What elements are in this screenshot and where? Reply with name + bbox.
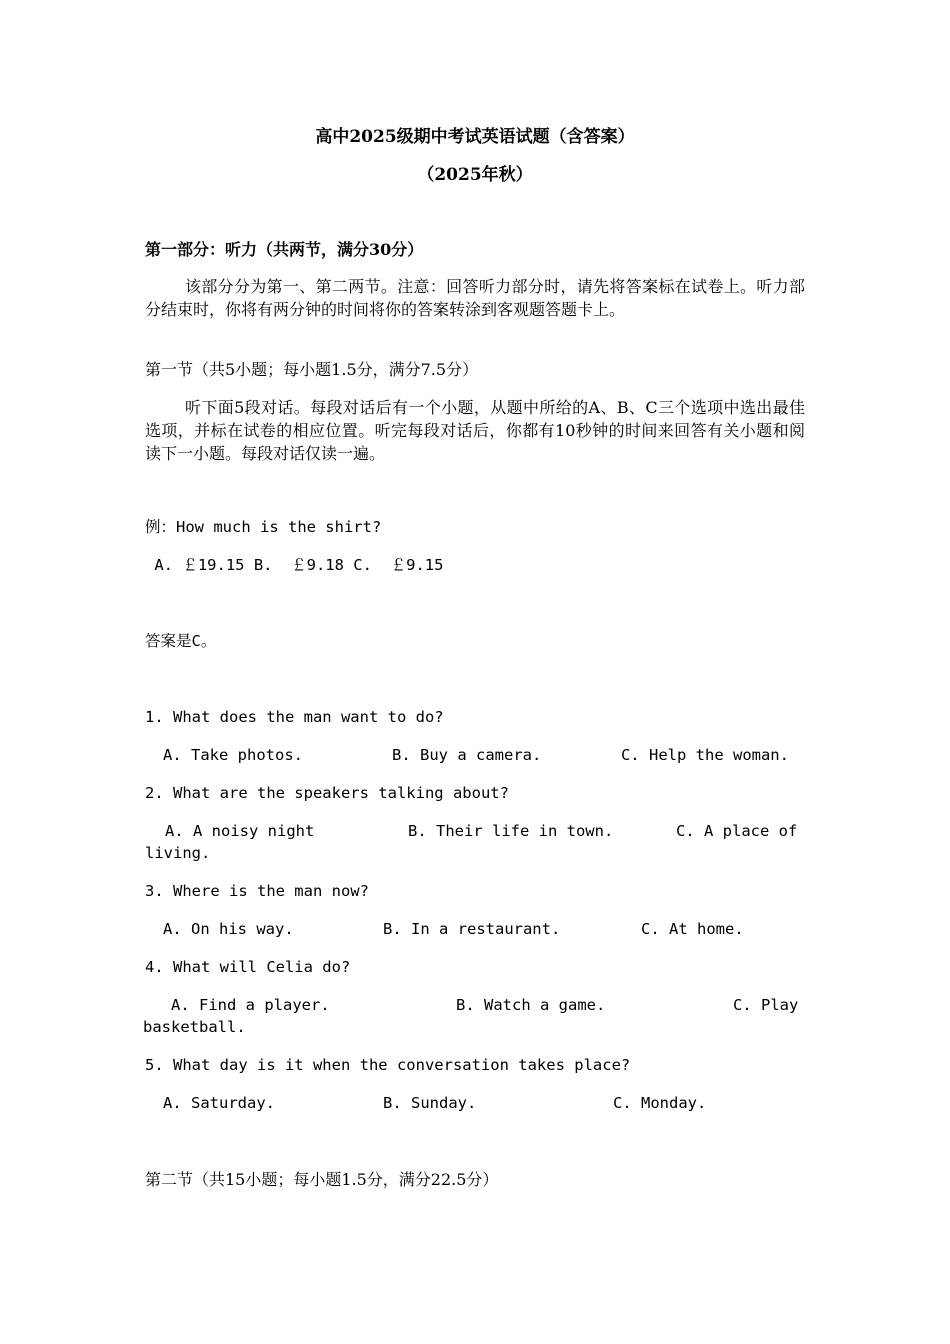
question-3-option-b: B. In a restaurant. bbox=[383, 920, 561, 938]
example-question: 例：How much is the shirt? bbox=[145, 518, 382, 536]
question-5-option-b: B. Sunday. bbox=[383, 1094, 477, 1112]
question-4-option-c: C. Play bbox=[733, 996, 799, 1014]
part1-heading: 第一部分：听力（共两节，满分30分） bbox=[145, 240, 424, 259]
question-4-option-c-cont: basketball. bbox=[143, 1018, 246, 1036]
question-5-option-c: C. Monday. bbox=[613, 1094, 707, 1112]
example-answer: 答案是C。 bbox=[145, 632, 217, 650]
section1-heading: 第一节（共5小题；每小题1.5分，满分7.5分） bbox=[145, 360, 479, 379]
question-2-option-c-cont: living. bbox=[145, 844, 211, 862]
question-3: 3. Where is the man now? bbox=[145, 882, 369, 900]
question-2-option-c: C. A place of bbox=[676, 822, 798, 840]
section2-heading: 第二节（共15小题；每小题1.5分，满分22.5分） bbox=[145, 1170, 499, 1189]
question-4-option-a: A. Find a player. bbox=[171, 996, 330, 1014]
question-2: 2. What are the speakers talking about? bbox=[145, 784, 509, 802]
page-title: 高中2025级期中考试英语试题（含答案） bbox=[315, 127, 635, 147]
section1-instructions: 听下面5段对话。每段对话后有一个小题，从题中所给的A、B、C三个选项中选出最佳选项，并标在试卷的相应位置。听完每段对话后，你都有10秒钟的时间来回答有关小题和阅读下一小题。每段对话仅读一遍。 bbox=[145, 398, 805, 463]
part1-intro: 该部分分为第一、第二两节。注意：回答听力部分时，请先将答案标在试卷上。听力部分结束时，你将有两分钟的时间将你的答案转涂到客观题答题卡上。 bbox=[145, 277, 805, 319]
question-2-option-b: B. Their life in town. bbox=[408, 822, 614, 840]
example-options: A. ￡19.15 B. ￡9.18 C. ￡9.15 bbox=[145, 556, 444, 574]
question-3-option-c: C. At home. bbox=[641, 920, 744, 938]
question-4-option-b: B. Watch a game. bbox=[456, 996, 606, 1014]
question-4: 4. What will Celia do? bbox=[145, 958, 351, 976]
question-5: 5. What day is it when the conversation takes place? bbox=[145, 1056, 631, 1074]
question-1-option-c: C. Help the woman. bbox=[621, 746, 789, 764]
question-5-option-a: A. Saturday. bbox=[163, 1094, 275, 1112]
question-1-option-a: A. Take photos. bbox=[163, 746, 303, 764]
question-1-option-b: B. Buy a camera. bbox=[392, 746, 542, 764]
question-3-option-a: A. On his way. bbox=[163, 920, 294, 938]
question-1: 1. What does the man want to do? bbox=[145, 708, 444, 726]
question-2-option-a: A. A noisy night bbox=[165, 822, 315, 840]
page-subtitle: （2025年秋） bbox=[417, 165, 533, 185]
